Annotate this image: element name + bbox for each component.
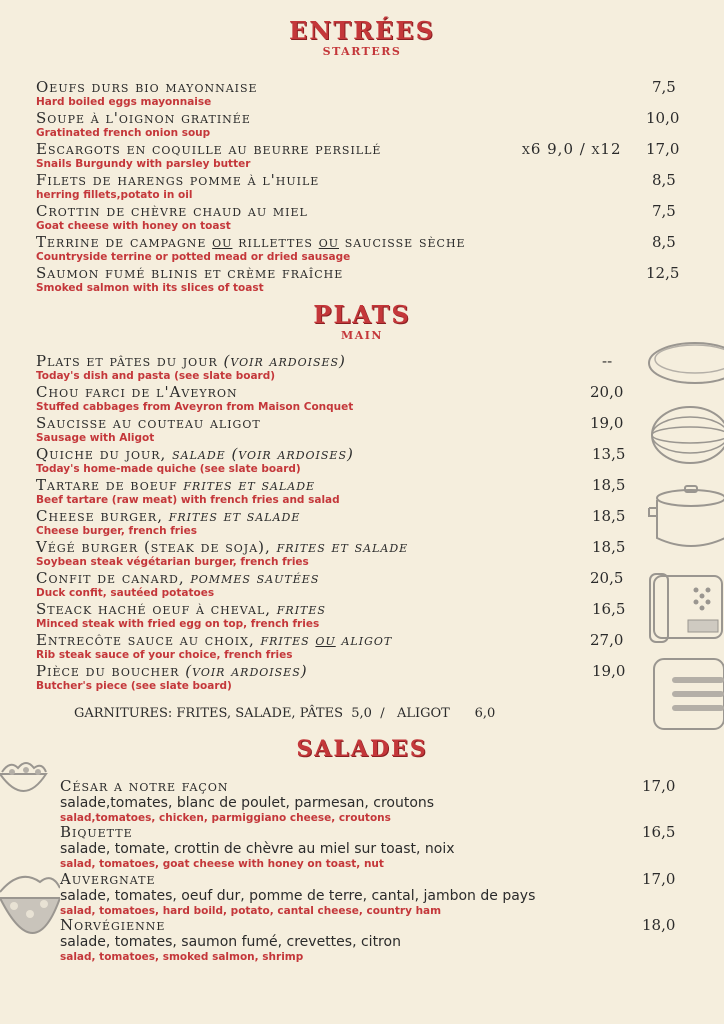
item-name (36, 384, 686, 401)
item-translation: salad,tomatoes, chicken, parmiggiano cheese, croutons (60, 812, 391, 824)
item-description: salade, tomate, crottin de chèvre au miel sur toast, noix (60, 841, 455, 857)
item-name: Oeufs durs bio mayonnaise (36, 78, 258, 96)
item-name-italic: aligot (335, 631, 393, 649)
item-price-variants: x6 9,0 / x12 (522, 140, 622, 158)
salad-bowl-icon (0, 858, 60, 968)
item-price: 17,0 (642, 870, 676, 888)
menu-item (36, 508, 686, 537)
item-name (36, 353, 686, 370)
item-name: Filets de harengs pomme à l'huile (36, 171, 320, 189)
item-price: 7,5 (652, 202, 676, 220)
section-title-plats: PLATS (313, 300, 411, 329)
item-name-italic: frites (260, 631, 316, 649)
item-name-text: Chou farci de l'Aveyron (36, 383, 238, 401)
item-name-italic: salade (voir ardoises) (172, 445, 354, 463)
menu-item (36, 353, 686, 382)
menu-item (36, 203, 686, 232)
salad-item (60, 778, 680, 824)
menu-item (36, 477, 686, 506)
item-name: Saumon fumé blinis et crème fraîche (36, 264, 344, 282)
item-price: 8,5 (652, 233, 676, 251)
item-translation: Soybean steak végétarian burger, french fries (36, 556, 309, 568)
item-price: 16,5 (592, 600, 626, 618)
item-price: 7,5 (652, 78, 676, 96)
item-translation: Hard boiled eggs mayonnaise (36, 96, 212, 108)
item-translation: Countryside terrine or potted mead or dried sausage (36, 251, 351, 263)
garnitures-line: GARNITURES: FRITES, SALADE, PÂTES 5,0 / ALIGOT 6,0 (74, 706, 496, 721)
item-translation: Snails Burgundy with parsley butter (36, 158, 251, 170)
item-translation: Smoked salmon with its slices of toast (36, 282, 264, 294)
menu-item (36, 265, 686, 294)
menu-item (36, 110, 686, 139)
item-name-part: saucisse sèche (339, 233, 466, 251)
item-name (36, 570, 686, 587)
menu-item (36, 663, 686, 692)
item-price: 18,5 (592, 507, 626, 525)
item-name: Escargots en coquille au beurre persillé (36, 140, 382, 158)
item-description: salade, tomates, oeuf dur, pomme de terre, cantal, jambon de pays (60, 888, 536, 904)
item-name-italic: ou (315, 631, 336, 649)
salad-item (60, 917, 680, 963)
item-name: Norvégienne (60, 916, 166, 934)
item-price: 18,5 (592, 538, 626, 556)
section-title-entrees: ENTRÉES (289, 16, 435, 45)
item-price: 16,5 (642, 823, 676, 841)
item-price: 12,5 (646, 264, 680, 282)
item-name: Soupe à l'oignon gratinée (36, 109, 251, 127)
item-name-part: ou (212, 233, 233, 251)
menu-item (36, 172, 686, 201)
item-name-text: Entrecôte sauce au choix, (36, 631, 261, 649)
item-price: 18,0 (642, 916, 676, 934)
item-name-italic: (voir ardoises) (223, 352, 346, 370)
section-subtitle-starters: STARTERS (322, 45, 402, 58)
item-name-text: Steack haché oeuf à cheval, (36, 600, 277, 618)
item-name-text: Quiche du jour, (36, 445, 173, 463)
item-name-part: rillettes (232, 233, 319, 251)
item-price: 19,0 (592, 662, 626, 680)
item-price: 18,5 (592, 476, 626, 494)
item-translation: Today's dish and pasta (see slate board) (36, 370, 276, 382)
item-price: 10,0 (646, 109, 680, 127)
menu-item (36, 141, 686, 170)
item-name (36, 663, 686, 680)
menu-item (36, 384, 686, 413)
section-title-salades: SALADES (296, 736, 428, 762)
item-name (36, 508, 686, 525)
item-translation: Beef tartare (raw meat) with french fries and salad (36, 494, 340, 506)
item-name: Crottin de chèvre chaud au miel (36, 202, 308, 220)
item-translation: Gratinated french onion soup (36, 127, 211, 139)
item-description: salade,tomates, blanc de poulet, parmesan, croutons (60, 795, 435, 811)
item-name: César a notre façon (60, 777, 229, 795)
item-price: 27,0 (590, 631, 624, 649)
item-name-italic: (voir ardoises) (185, 662, 308, 680)
item-translation: Today's home-made quiche (see slate board) (36, 463, 301, 475)
item-name (36, 632, 686, 649)
item-name-italic: frites (276, 600, 326, 618)
item-translation: salad, tomatoes, goat cheese with honey on toast, nut (60, 858, 384, 870)
item-price: 8,5 (652, 171, 676, 189)
item-name (36, 415, 686, 432)
section-subtitle-main: MAIN (341, 329, 383, 342)
item-description: salade, tomates, saumon fumé, crevettes, citron (60, 934, 401, 950)
salad-item (60, 824, 680, 870)
item-name-part: Terrine de campagne (36, 233, 213, 251)
item-name: Auvergnate (60, 870, 156, 888)
item-name-text: Confit de canard, (36, 569, 191, 587)
menu-item (36, 415, 686, 444)
item-name-text: Végé burger (steak de soja), (36, 538, 277, 556)
menu-item (36, 601, 686, 630)
menu-item (36, 234, 686, 263)
item-price: 20,5 (590, 569, 624, 587)
menu-item (36, 539, 686, 568)
item-name-text: Tartare de boeuf (36, 476, 184, 494)
item-name (36, 601, 686, 618)
item-price: 13,5 (592, 445, 626, 463)
item-price: 17,0 (646, 140, 680, 158)
item-translation: Butcher's piece (see slate board) (36, 680, 232, 692)
item-translation: herring fillets,potato in oil (36, 189, 193, 201)
item-name-text: Pièce du boucher (36, 662, 186, 680)
menu-item (36, 79, 686, 108)
item-name-italic: frites et salade (168, 507, 301, 525)
menu-item (36, 570, 686, 599)
item-name-part: ou (318, 233, 339, 251)
item-name-italic: frites et salade (183, 476, 316, 494)
item-name-italic: pommes sautées (190, 569, 320, 587)
item-translation: Stuffed cabbages from Aveyron from Maison Conquet (36, 401, 354, 413)
item-translation: salad, tomatoes, smoked salmon, shrimp (60, 951, 304, 963)
item-name-text: Saucisse au couteau aligot (36, 414, 261, 432)
item-name: Biquette (60, 823, 133, 841)
item-price: 17,0 (642, 777, 676, 795)
item-name-italic: frites et salade (276, 538, 409, 556)
item-translation: salad, tomatoes, hard boild, potato, cantal cheese, country ham (60, 905, 442, 917)
salad-item (60, 871, 680, 917)
item-price: 20,0 (590, 383, 624, 401)
item-translation: Goat cheese with honey on toast (36, 220, 231, 232)
item-price: -- (602, 352, 613, 370)
menu-item (36, 632, 686, 661)
item-name (36, 446, 686, 463)
item-price: 19,0 (590, 414, 624, 432)
item-translation: Duck confit, sautéed potatoes (36, 587, 215, 599)
item-name (36, 539, 686, 556)
item-name (36, 477, 686, 494)
item-name-text: Plats et pâtes du jour (36, 352, 224, 370)
item-name-text: Cheese burger, (36, 507, 169, 525)
menu-item (36, 446, 686, 475)
item-translation: Sausage with Aligot (36, 432, 155, 444)
item-translation: Cheese burger, french fries (36, 525, 197, 537)
item-translation: Rib steak sauce of your choice, french fries (36, 649, 293, 661)
item-translation: Minced steak with fried egg on top, french fries (36, 618, 320, 630)
item-name (36, 234, 686, 251)
